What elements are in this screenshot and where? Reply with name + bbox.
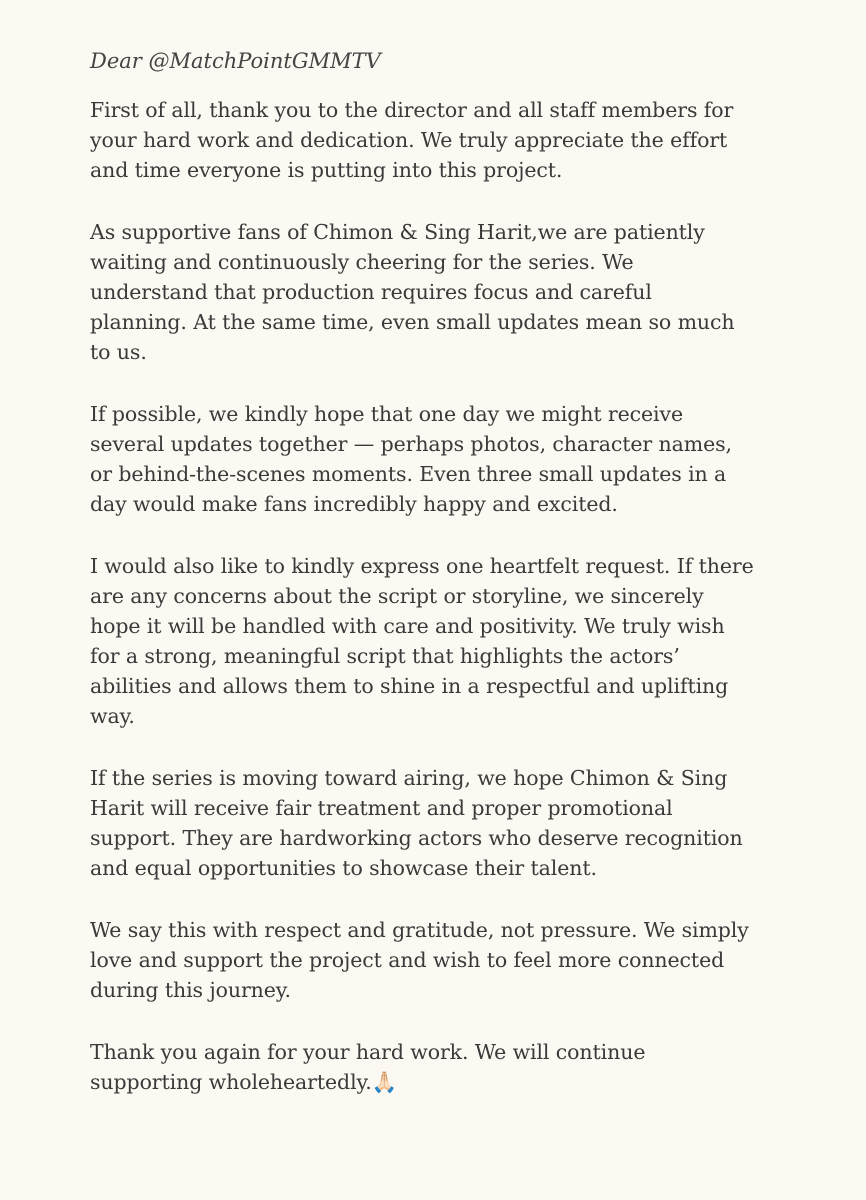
letter-body xyxy=(90,46,810,1097)
paragraph-support: As supportive fans of Chimon & Sing Harit,we are patiently waiting and continuously cheering for the series. We understand that production requires focus and careful planning. At the same time, even small updates mean so much to us. xyxy=(90,220,735,364)
paragraph-gratitude: First of all, thank you to the director and all staff members for your hard work and dedication. We truly appreciate the effort and time everyone is putting into this project. xyxy=(90,98,734,182)
salutation: Dear @MatchPointGMMTV xyxy=(90,49,381,73)
paragraph-closing: Thank you again for your hard work. We will continue supporting wholeheartedly.🙏🏻 xyxy=(90,1040,646,1094)
paragraph-updates-request: If possible, we kindly hope that one day we might receive several updates together — perhaps photos, character names, or behind-the-scenes moments. Even three small updates in a day would make fans incredibly happy and excited. xyxy=(90,402,732,516)
paragraph-respect: We say this with respect and gratitude, not pressure. We simply love and support the project and wish to feel more connected during this journey. xyxy=(90,918,749,1002)
paragraph-script-request: I would also like to kindly express one heartfelt request. If there are any concerns about the script or storyline, we sincerely hope it will be handled with care and positivity. We truly wish for a strong, meaningful script that highlights the actors’ abilities and allows them to shine in a respectful and uplifting way. xyxy=(90,554,754,728)
paragraph-promotion-request: If the series is moving toward airing, we hope Chimon & Sing Harit will receive fair treatment and proper promotional support. They are hardworking actors who deserve recognition and equal opportunities to showcase their talent. xyxy=(90,766,743,880)
